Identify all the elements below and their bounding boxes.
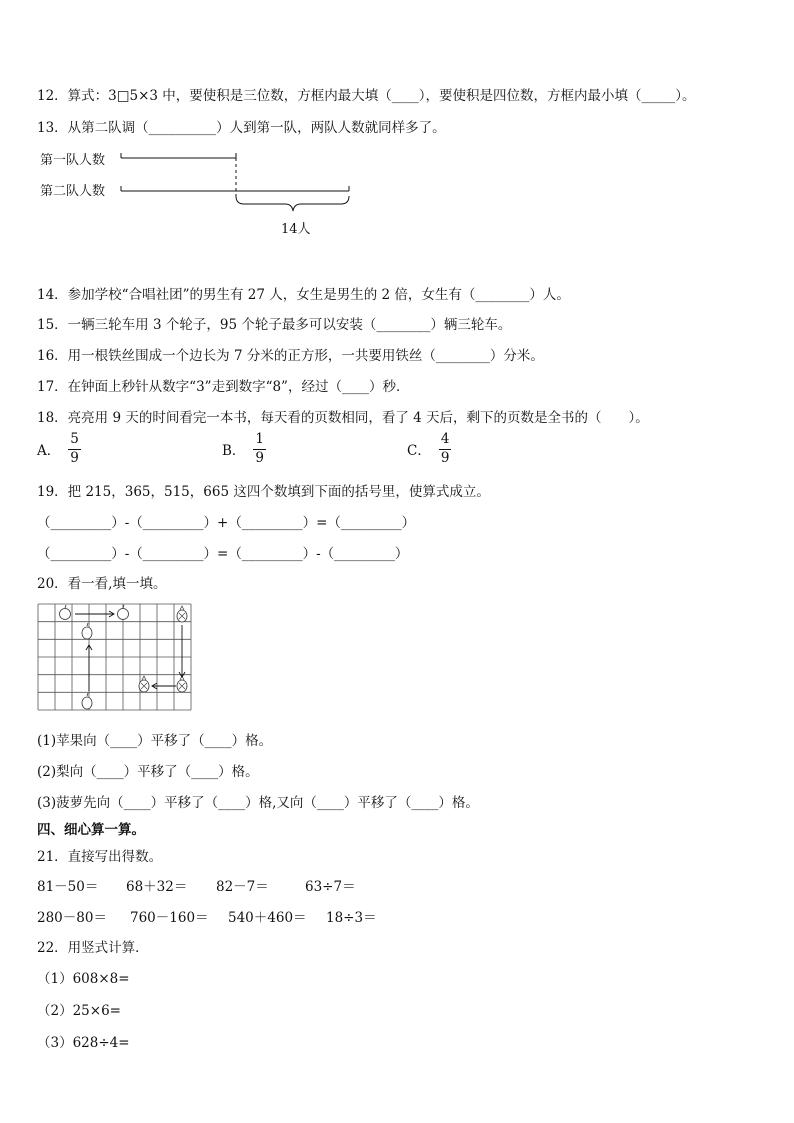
q18-option-a[interactable] [37,433,81,465]
team2-segment [121,186,349,191]
fraction: $\frac{4}{9}$ [440,431,450,466]
segment-diagram [37,140,367,240]
calc-item: 18÷3＝ [326,910,377,926]
pear-bottom-icon [82,693,92,709]
section-4-heading: 四、细心算一算。 [37,822,145,838]
difference-brace [236,196,349,211]
calc-item: 81－50＝ [37,879,99,895]
apple-end-icon [118,605,129,620]
team1-label: 第一队人数 [40,153,106,168]
q22-item-3: （3）628÷4= [37,1035,130,1051]
q22-item-1: （1）608×8= [37,971,130,987]
calc-item: 68＋32＝ [126,879,188,895]
question-18: 18．亮亮用 9 天的时间看完一本书，每天看的页数相同，看了 4 天后，剩下的页数是全书的（ ）。 [37,410,649,426]
q19-equation-2: （_________）-（_________）=（_________）-（_________） [37,546,409,562]
pineapple-left-icon [139,676,149,692]
pear-top-icon [82,623,92,639]
question-16: 16．用一根铁丝围成一个边长为 7 分米的正方形，一共要用铁丝（________）分米。 [37,348,544,364]
question-14: 14．参加学校“合唱社团”的男生有 27 人，女生是男生的 2 倍，女生有（________）人。 [37,287,570,303]
option-label: C． [407,443,431,459]
q22-item-2: （2）25×6= [37,1003,121,1019]
calc-item: 280－80＝ [37,910,107,926]
pineapple-right-icon [177,676,187,692]
q18-option-c[interactable] [407,433,451,465]
q18-option-b[interactable] [222,433,266,465]
pear-move-arrow [86,645,92,691]
pineapple-down-arrow [179,625,185,677]
calc-item: 82－7＝ [216,879,269,895]
q20-sub-3: (3)菠萝先向（____）平移了（____）格,又向（____）平移了（____）格。 [37,795,479,811]
pineapple-top-icon [177,606,187,622]
option-label: B． [222,443,246,459]
q20-sub-2: (2)梨向（____）平移了（____）格。 [37,764,259,780]
question-21: 21．直接写出得数。 [37,849,163,865]
calc-item: 63÷7＝ [305,879,356,895]
question-20: 20．看一看,填一填。 [37,576,167,592]
question-15: 15．一辆三轮车用 3 个轮子，95 个轮子最多可以安装（________）辆三轮车。 [37,317,512,333]
question-19: 19．把 215，365，515，665 这四个数填到下面的括号里，使算式成立。 [37,484,490,500]
apple-start-icon [60,605,71,620]
q19-equation-1: （_________）-（_________）+（_________）=（_________） [37,515,416,531]
team-comparison-diagram [37,140,367,240]
grid-lines [38,604,191,710]
fraction: $\frac{1}{9}$ [255,431,265,466]
question-22: 22．用竖式计算． [37,940,149,956]
question-12: 12．算式：3□5×3 中，要使积是三位数，方框内最大填（____），要使积是四位数，方框内最小填（_____）。 [37,88,696,104]
apple-move-arrow [75,611,114,617]
option-label: A． [37,443,61,459]
team2-label: 第二队人数 [40,184,106,199]
fraction: $\frac{5}{9}$ [70,431,79,466]
question-13: 13．从第二队调（__________）人到第一队，两队人数就同样多了。 [37,120,446,136]
question-17: 17．在钟面上秒针从数字“3”走到数字“8”，经过（____）秒． [37,379,410,395]
team1-segment [121,153,236,158]
calc-item: 540＋460＝ [228,910,307,926]
brace-label: 14人 [281,222,311,237]
q20-sub-1: (1)苹果向（____）平移了（____）格。 [37,733,273,749]
translation-grid [37,603,193,711]
calc-item: 760－160＝ [130,910,209,926]
pineapple-left-arrow [152,683,176,689]
